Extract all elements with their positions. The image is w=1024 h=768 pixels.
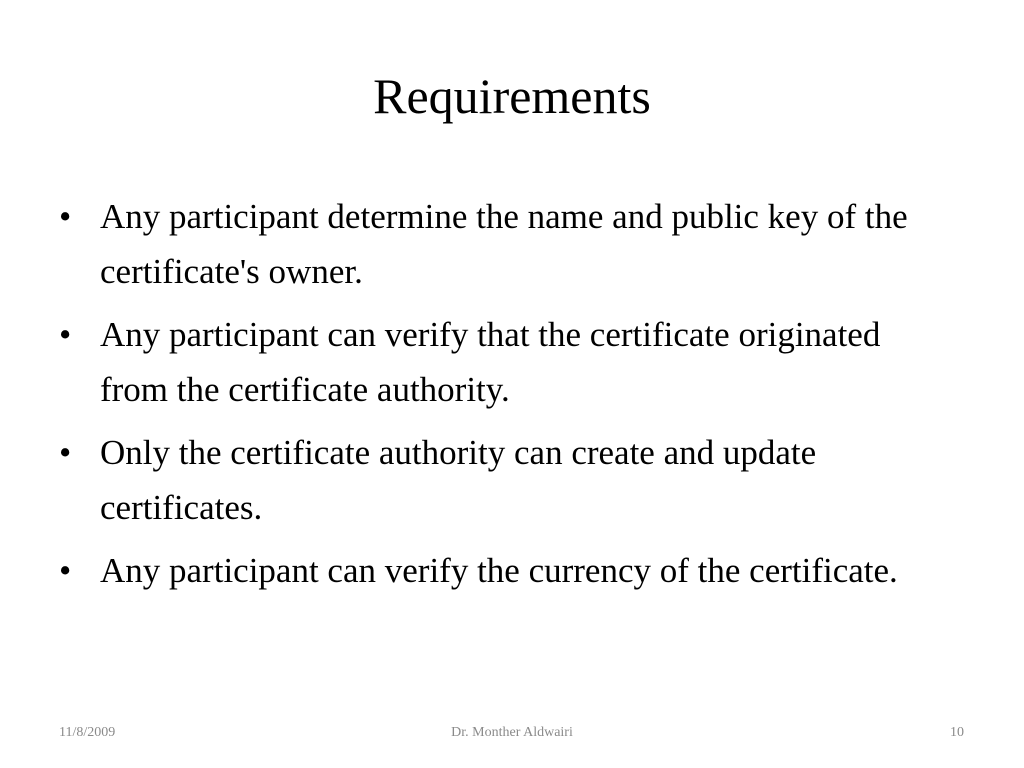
bullet-item	[56, 543, 956, 598]
bullet-list	[56, 189, 956, 606]
bullet-text: Any participant can verify the currency of the certificate.	[100, 551, 898, 590]
slide-title: Requirements	[373, 68, 651, 124]
bullet-icon: •	[59, 315, 72, 354]
footer-page-number: 10	[950, 725, 964, 740]
bullet-icon: •	[59, 433, 72, 472]
bullet-item	[56, 307, 956, 417]
bullet-text: Only the certificate authority can create and update certificates.	[100, 433, 817, 527]
bullet-item	[56, 189, 956, 299]
bullet-text: Any participant can verify that the certificate originated from the certificate authority.	[100, 315, 881, 409]
bullet-text: Any participant determine the name and public key of the certificate's owner.	[100, 197, 908, 291]
footer-author: Dr. Monther Aldwairi	[451, 725, 573, 740]
bullet-item	[56, 425, 956, 535]
bullet-icon: •	[59, 197, 72, 236]
bullet-icon: •	[59, 551, 72, 590]
footer-date: 11/8/2009	[59, 725, 116, 740]
